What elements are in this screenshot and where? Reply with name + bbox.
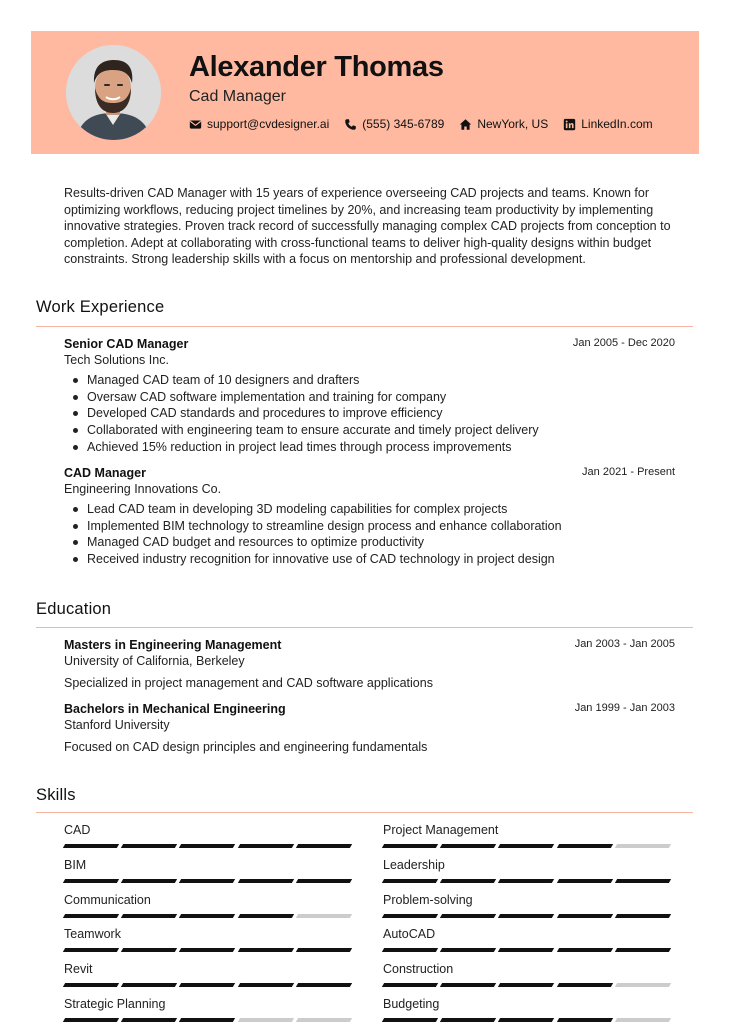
skill-level-segment xyxy=(498,844,555,848)
skill-level-segment xyxy=(440,879,497,883)
list-item: Managed CAD budget and resources to optimize productivity xyxy=(72,534,675,551)
home-icon xyxy=(459,118,472,131)
skill-level-segment xyxy=(63,948,120,952)
skill-level-segment xyxy=(556,844,613,848)
skill-name: AutoCAD xyxy=(383,927,436,942)
job-company: Tech Solutions Inc. xyxy=(64,353,169,367)
skill-level-bar xyxy=(64,879,355,883)
skill-level-bar xyxy=(64,948,355,952)
skill-item xyxy=(383,997,674,1022)
list-item: Received industry recognition for innovative use of CAD technology in project design xyxy=(72,551,675,568)
skill-item xyxy=(64,858,355,883)
skill-level-bar xyxy=(64,983,355,987)
skill-level-segment xyxy=(296,914,353,918)
avatar xyxy=(66,45,161,140)
skill-level-segment xyxy=(498,983,555,987)
skill-level-segment xyxy=(296,948,353,952)
education-description: Specialized in project management and CAD software applications xyxy=(64,676,433,690)
skill-level-bar xyxy=(383,914,674,918)
skill-name: Teamwork xyxy=(64,927,121,942)
list-item: Achieved 15% reduction in project lead times through process improvements xyxy=(72,439,675,456)
skill-level-segment xyxy=(615,879,672,883)
skill-level-segment xyxy=(179,844,236,848)
skill-level-segment xyxy=(556,983,613,987)
skill-item xyxy=(383,858,674,883)
job-bullets xyxy=(64,501,675,568)
skill-level-segment xyxy=(179,948,236,952)
skill-level-segment xyxy=(296,1018,353,1022)
skill-item xyxy=(383,823,674,848)
skill-name: Strategic Planning xyxy=(64,997,166,1011)
skills-heading: Skills xyxy=(36,786,76,804)
skill-item xyxy=(383,927,674,952)
skill-level-bar xyxy=(64,914,355,918)
candidate-role: Cad Manager xyxy=(189,88,286,105)
linkedin-text: LinkedIn.com xyxy=(581,117,653,131)
skill-level-segment xyxy=(382,983,439,987)
section-divider xyxy=(36,326,693,327)
skill-level-segment xyxy=(440,948,497,952)
skill-name: Revit xyxy=(64,962,93,977)
skill-name: Problem-solving xyxy=(383,892,473,907)
degree-title: Bachelors in Mechanical Engineering xyxy=(64,702,286,716)
skill-level-segment xyxy=(440,983,497,987)
skill-level-segment xyxy=(615,844,672,848)
skill-item xyxy=(383,893,674,918)
skill-item xyxy=(64,997,355,1022)
skill-level-bar xyxy=(64,844,355,848)
skill-name: BIM xyxy=(64,857,87,872)
skill-level-bar xyxy=(383,948,674,952)
skill-level-segment xyxy=(296,983,353,987)
job-dates: Jan 2005 - Dec 2020 xyxy=(572,337,675,349)
skill-level-segment xyxy=(237,844,294,848)
education-description: Focused on CAD design principles and engineering fundamentals xyxy=(64,740,428,754)
skill-level-segment xyxy=(615,1018,672,1022)
skill-level-segment xyxy=(382,879,439,883)
skill-name: Construction xyxy=(383,962,454,977)
skill-level-segment xyxy=(296,844,353,848)
education-entry xyxy=(64,638,675,690)
skill-level-segment xyxy=(382,948,439,952)
skill-level-segment xyxy=(179,879,236,883)
skill-level-segment xyxy=(179,914,236,918)
contact-email[interactable] xyxy=(189,117,329,131)
skill-level-segment xyxy=(121,914,178,918)
skill-level-bar xyxy=(383,844,674,848)
job-company: Engineering Innovations Co. xyxy=(64,482,222,496)
skill-level-segment xyxy=(179,1018,236,1022)
list-item: Lead CAD team in developing 3D modeling capabilities for complex projects xyxy=(72,501,675,518)
skill-level-segment xyxy=(556,948,613,952)
job-title: Senior CAD Manager xyxy=(64,337,189,351)
skill-level-segment xyxy=(237,948,294,952)
skill-level-segment xyxy=(615,948,672,952)
skill-level-segment xyxy=(237,1018,294,1022)
skill-level-segment xyxy=(382,1018,439,1022)
skill-level-bar xyxy=(383,879,674,883)
skill-level-segment xyxy=(498,948,555,952)
phone-text: (555) 345-6789 xyxy=(362,117,445,131)
professional-summary: Results-driven CAD Manager with 15 years of experience overseeing CAD projects and teams. Known for optimizing workflows, reducing project timelines by 20%, and increasing team productivity by implementing innovative strategies. Proven track record of successfully managing complex CAD projects from conception to completion. Adept at collaborating with cross-functional teams to deliver high-quality designs within budget constraints. Strong leadership skills with a focus on mentorship and professional development. xyxy=(64,186,671,266)
contact-linkedin[interactable] xyxy=(563,117,652,131)
skill-level-segment xyxy=(121,1018,178,1022)
skill-name: Communication xyxy=(64,892,151,907)
skill-level-bar xyxy=(383,983,674,987)
skill-level-segment xyxy=(556,914,613,918)
section-divider xyxy=(36,627,693,628)
job-entry xyxy=(64,466,675,568)
profile-photo-icon xyxy=(66,45,161,140)
degree-title: Masters in Engineering Management xyxy=(64,638,282,652)
skill-level-segment xyxy=(63,879,120,883)
skill-level-segment xyxy=(556,879,613,883)
phone-icon xyxy=(344,118,357,131)
skill-level-segment xyxy=(498,1018,555,1022)
list-item: Developed CAD standards and procedures to improve efficiency xyxy=(72,405,675,422)
section-divider xyxy=(36,812,693,813)
skill-level-segment xyxy=(498,879,555,883)
education-heading: Education xyxy=(36,600,112,618)
skill-level-segment xyxy=(237,914,294,918)
skill-item xyxy=(64,962,355,987)
skill-level-bar xyxy=(383,1018,674,1022)
skill-level-segment xyxy=(296,879,353,883)
skill-level-segment xyxy=(237,879,294,883)
contact-location xyxy=(459,117,548,131)
skill-level-segment xyxy=(498,914,555,918)
skill-item xyxy=(64,893,355,918)
education-dates: Jan 2003 - Jan 2005 xyxy=(574,638,675,650)
skill-level-segment xyxy=(63,914,120,918)
skill-level-segment xyxy=(121,948,178,952)
skill-level-segment xyxy=(440,914,497,918)
candidate-name: Alexander Thomas xyxy=(189,51,444,83)
email-text: support@cvdesigner.ai xyxy=(207,117,330,131)
education-dates: Jan 1999 - Jan 2003 xyxy=(574,702,675,714)
skill-item xyxy=(64,927,355,952)
skill-level-bar xyxy=(64,1018,355,1022)
skill-level-segment xyxy=(63,1018,120,1022)
skill-name: CAD xyxy=(64,823,91,837)
envelope-icon xyxy=(189,118,202,131)
list-item: Collaborated with engineering team to ensure accurate and timely project delivery xyxy=(72,422,675,439)
job-title: CAD Manager xyxy=(64,466,146,480)
skill-name: Project Management xyxy=(383,823,499,837)
contact-phone[interactable] xyxy=(344,117,444,131)
job-dates: Jan 2021 - Present xyxy=(582,466,675,478)
work-experience-heading: Work Experience xyxy=(36,298,165,316)
education-entry xyxy=(64,702,675,754)
skill-level-segment xyxy=(556,1018,613,1022)
skill-item xyxy=(64,823,355,848)
school-name: University of California, Berkeley xyxy=(64,654,245,668)
skill-item xyxy=(383,962,674,987)
job-entry xyxy=(64,337,675,456)
list-item: Managed CAD team of 10 designers and drafters xyxy=(72,372,675,389)
list-item: Implemented BIM technology to streamline design process and enhance collaboration xyxy=(72,518,675,535)
resume-header xyxy=(31,31,699,154)
location-text: NewYork, US xyxy=(477,117,549,131)
contact-list xyxy=(189,117,668,131)
skill-level-segment xyxy=(382,914,439,918)
skill-level-segment xyxy=(615,983,672,987)
skill-name: Budgeting xyxy=(383,997,440,1011)
skill-level-segment xyxy=(440,1018,497,1022)
list-item: Oversaw CAD software implementation and training for company xyxy=(72,389,675,406)
school-name: Stanford University xyxy=(64,718,170,732)
skill-level-segment xyxy=(63,844,120,848)
skill-level-segment xyxy=(382,844,439,848)
job-bullets xyxy=(64,372,675,456)
skill-level-segment xyxy=(121,844,178,848)
skill-level-segment xyxy=(63,983,120,987)
skill-name: Leadership xyxy=(383,857,445,872)
skill-level-segment xyxy=(440,844,497,848)
linkedin-icon xyxy=(563,118,576,131)
skill-level-segment xyxy=(121,983,178,987)
skill-level-segment xyxy=(121,879,178,883)
skill-level-segment xyxy=(179,983,236,987)
skill-level-segment xyxy=(615,914,672,918)
skill-level-segment xyxy=(237,983,294,987)
